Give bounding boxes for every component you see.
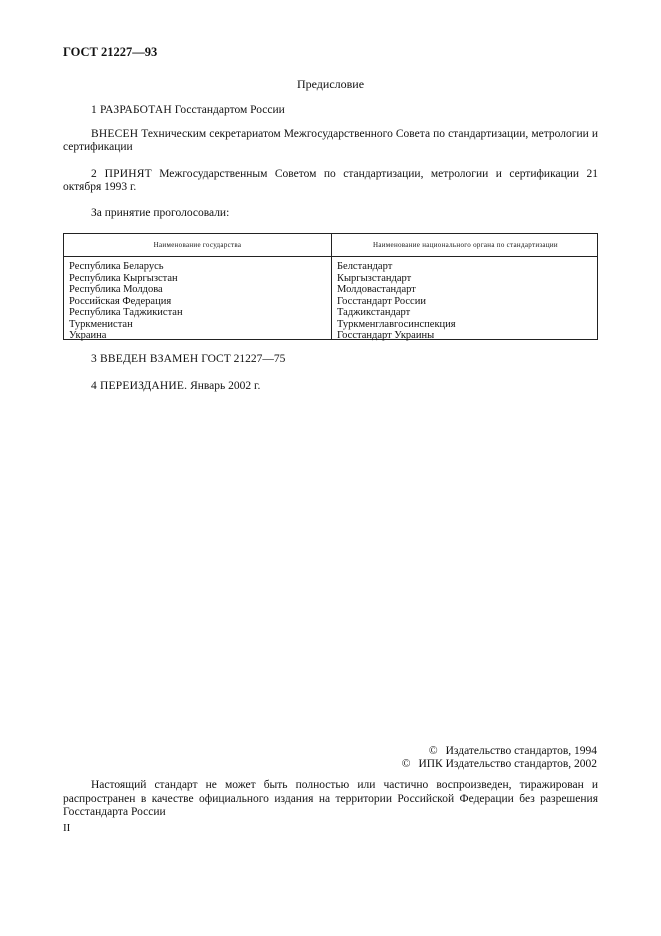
- item-replaces-text: ГОСТ 21227—75: [198, 353, 286, 365]
- table-row: [64, 307, 597, 319]
- voted-intro: За принятие проголосовали:: [91, 207, 230, 219]
- item-submitted: [63, 128, 598, 154]
- state-cell: Республика Кыргызстан: [69, 272, 178, 284]
- national-body-cell: Госстандарт России: [337, 295, 426, 307]
- table-row: [64, 296, 597, 308]
- table-row: [64, 319, 597, 331]
- item-developed-lead: 1 РАЗРАБОТАН: [91, 104, 172, 116]
- item-replaces-lead: 3 ВВЕДЕН ВЗАМЕН: [91, 353, 199, 365]
- copyright-text-2: ИПК Издательство стандартов, 2002: [418, 758, 597, 770]
- item-reissue-lead: 4 ПЕРЕИЗДАНИЕ.: [91, 380, 188, 392]
- item-adopted-lead: 2 ПРИНЯТ: [91, 168, 152, 180]
- item-reissue: [63, 380, 598, 393]
- state-cell: Республика Молдова: [69, 284, 163, 295]
- national-body-cell: Таджикстандарт: [337, 307, 411, 318]
- header-state: Наименование государства: [153, 241, 242, 249]
- item-developed: [63, 104, 598, 117]
- copyright-text-1: Издательство стандартов, 1994: [445, 745, 597, 757]
- page-number: II: [63, 822, 71, 834]
- state-cell: Украина: [69, 330, 107, 341]
- item-reissue-text: Январь 2002 г.: [187, 380, 261, 392]
- national-body-cell: Белстандарт: [337, 261, 393, 272]
- item-replaces: [63, 353, 598, 366]
- voting-table: [63, 233, 598, 340]
- reproduction-notice: Настоящий стандарт не может быть полностью или частично воспроизведен, тиражирован и распространен в качестве официального издания на территории Российской Федерации без разрешения Госстандарта России: [63, 779, 598, 818]
- item-developed-text: Госстандартом России: [171, 104, 285, 116]
- national-body-cell: Молдовастандарт: [337, 284, 416, 295]
- state-cell: Туркменистан: [69, 318, 133, 330]
- foreword-title: Предисловие: [296, 77, 365, 91]
- state-cell: Российская Федерация: [69, 295, 172, 307]
- item-submitted-lead: ВНЕСЕН: [91, 128, 139, 140]
- copyright-line-2: [330, 758, 597, 771]
- document-code: ГОСТ 21227—93: [63, 45, 158, 59]
- national-body-cell: Туркменглавгосинспекция: [337, 318, 456, 330]
- item-adopted-text: Межгосударственным Советом по стандартизации, метрологии и сертификации 21 октября 1993 г.: [63, 168, 598, 193]
- table-row: [64, 273, 597, 285]
- national-body-cell: Госстандарт Украины: [337, 330, 435, 341]
- national-body-cell: Кыргызстандарт: [337, 272, 412, 284]
- copyright-icon: ©: [401, 758, 411, 770]
- voting-table-body: [64, 261, 597, 342]
- item-submitted-text: Техническим секретариатом Межгосударственного Совета по стандартизации, метрологии и сертификации: [63, 128, 598, 153]
- item-adopted: [63, 168, 598, 194]
- table-row: [64, 261, 597, 273]
- state-cell: Республика Таджикистан: [69, 307, 183, 318]
- copyright-line-1: [330, 745, 597, 758]
- table-row: [64, 330, 597, 342]
- header-national-body: Наименование национального органа по стандартизации: [373, 241, 558, 249]
- state-cell: Республика Беларусь: [69, 261, 164, 272]
- copyright-icon: ©: [428, 745, 438, 757]
- table-row: [64, 284, 597, 296]
